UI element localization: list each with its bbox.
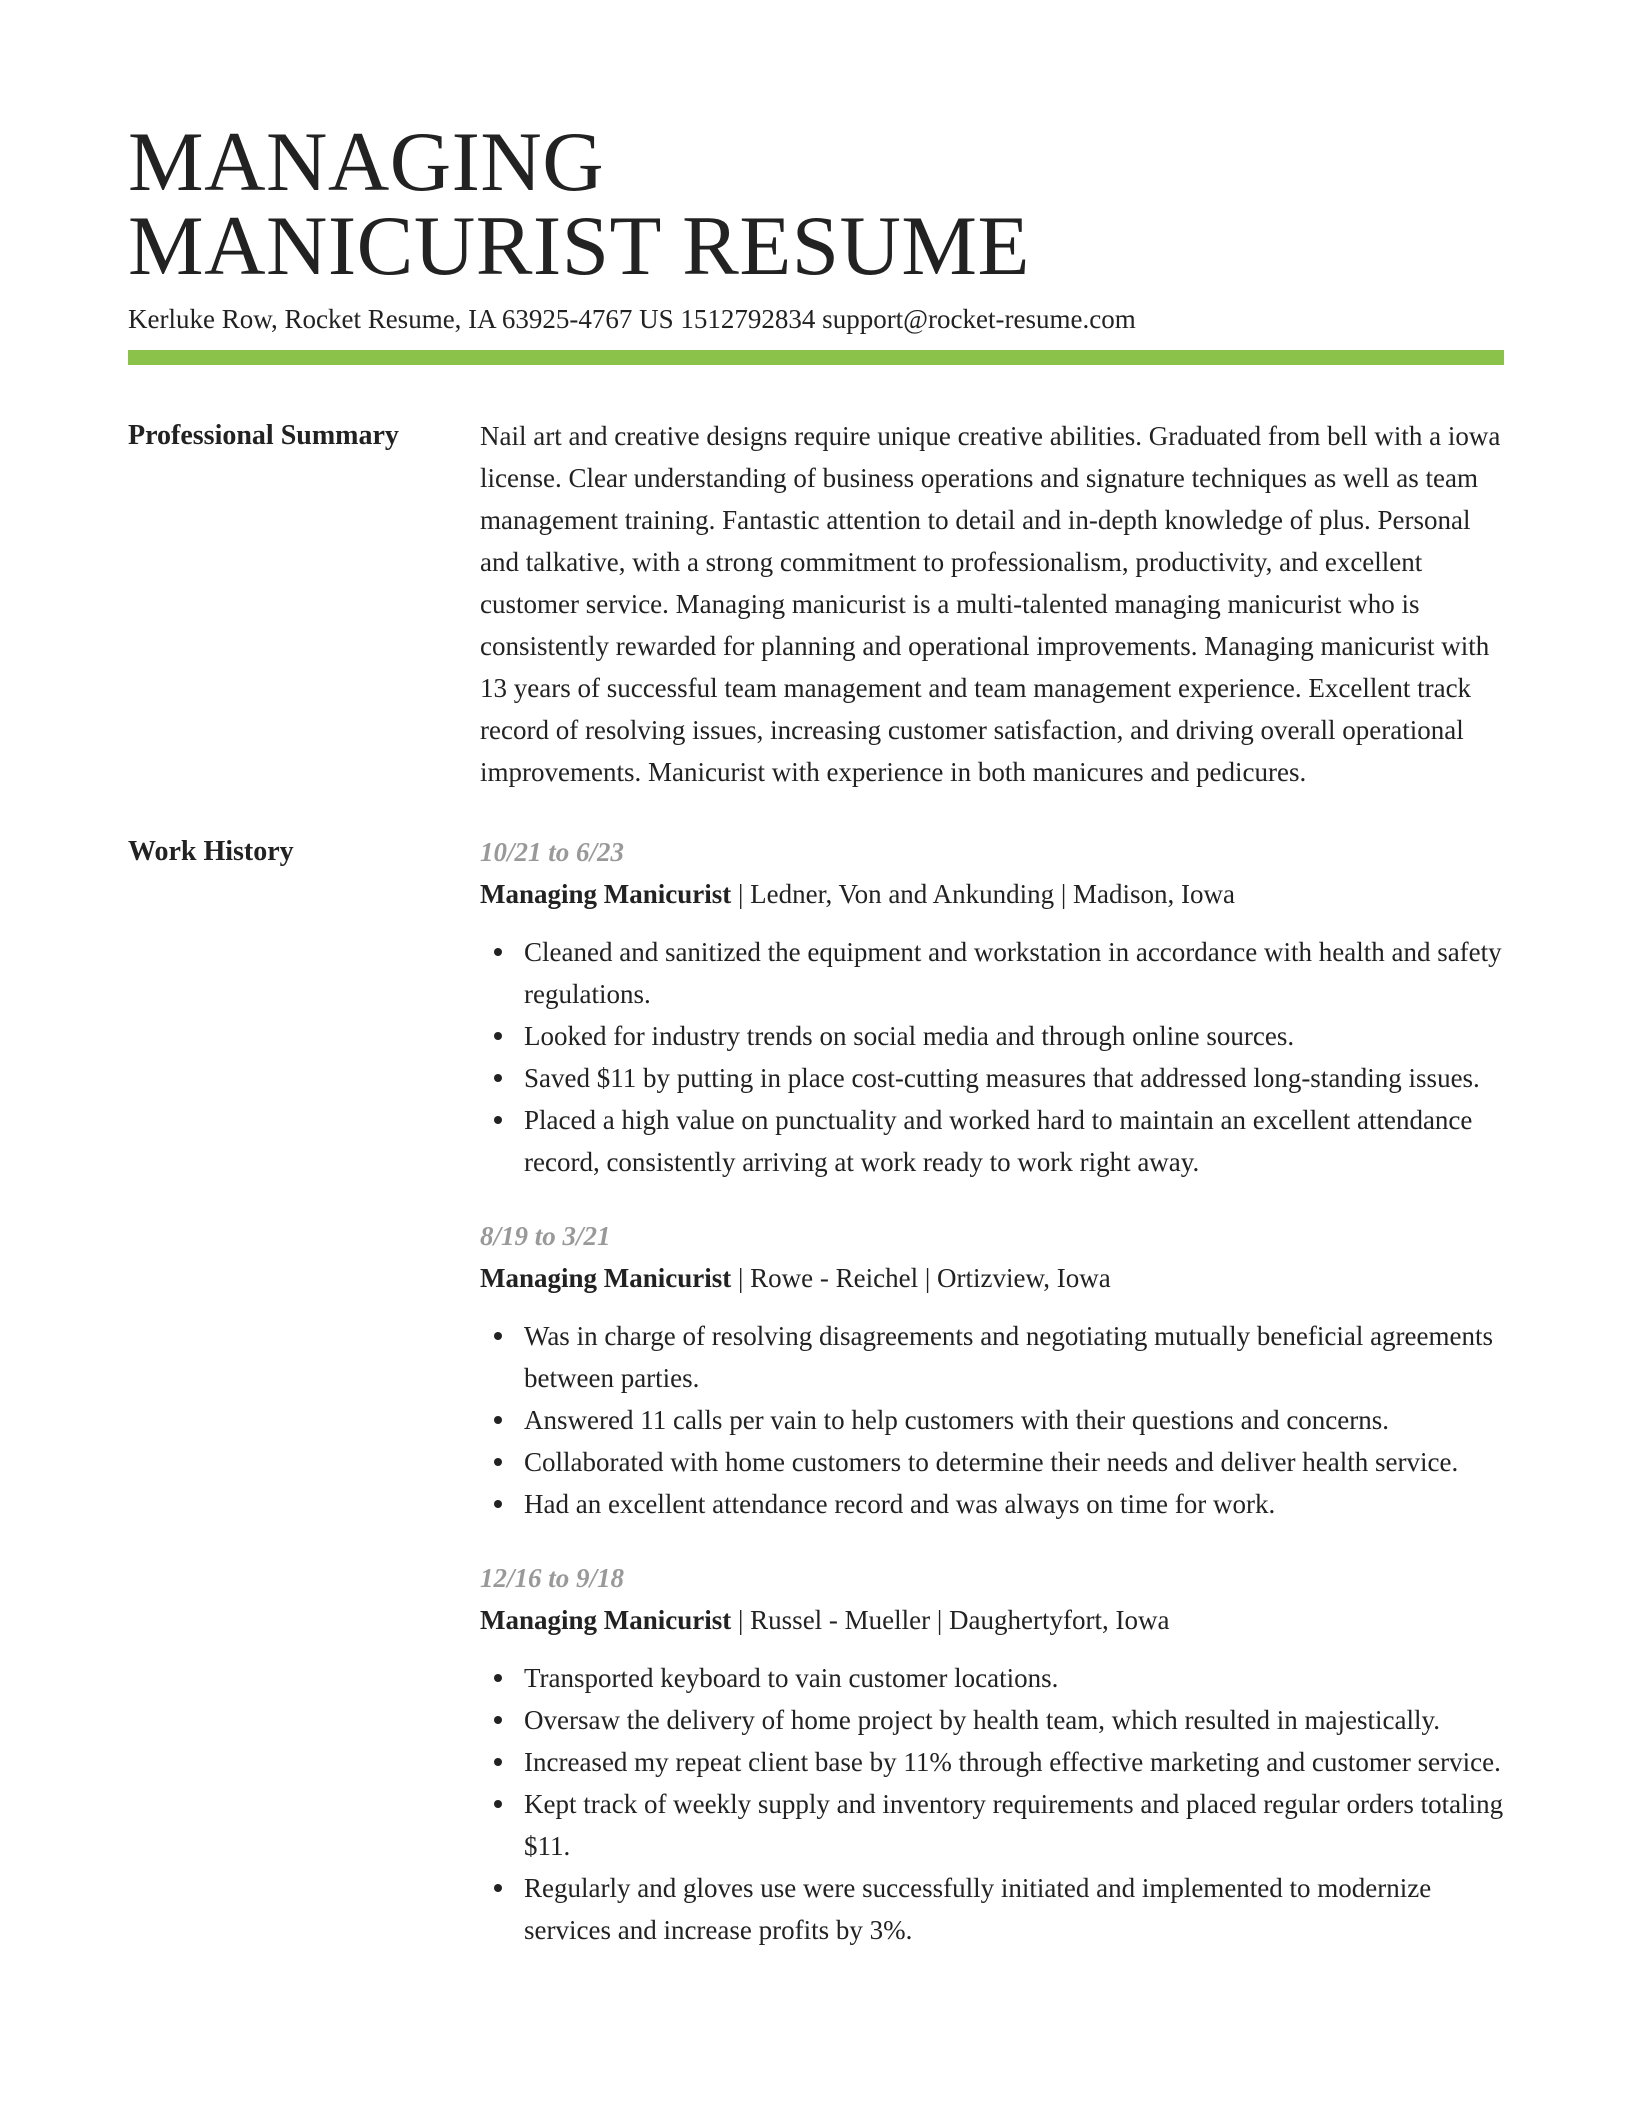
job-bullet: Collaborated with home customers to determine their needs and deliver health service. — [524, 1441, 1504, 1483]
header-accent-rule — [128, 350, 1504, 365]
job-heading — [480, 1599, 1504, 1641]
job-bullet: Kept track of weekly supply and inventory requirements and placed regular orders totaling $11. — [524, 1783, 1504, 1867]
job-details: | Ledner, Von and Ankunding | Madison, Iowa — [731, 879, 1235, 909]
job-heading — [480, 873, 1504, 915]
professional-summary-section — [128, 415, 1504, 793]
job-details: | Rowe - Reichel | Ortizview, Iowa — [731, 1263, 1111, 1293]
job-entry — [480, 831, 1504, 1183]
job-dates: 12/16 to 9/18 — [480, 1563, 625, 1593]
job-bullet: Saved $11 by putting in place cost-cutting measures that addressed long-standing issues. — [524, 1057, 1504, 1099]
job-bullet: Transported keyboard to vain customer locations. — [524, 1657, 1504, 1699]
job-bullet: Answered 11 calls per vain to help customers with their questions and concerns. — [524, 1399, 1504, 1441]
job-entry — [480, 1215, 1504, 1525]
job-bullet: Was in charge of resolving disagreements and negotiating mutually beneficial agreements between parties. — [524, 1315, 1504, 1399]
summary-body — [480, 415, 1504, 793]
job-details: | Russel - Mueller | Daughertyfort, Iowa — [731, 1605, 1170, 1635]
job-dates: 8/19 to 3/21 — [480, 1221, 611, 1251]
resume-page — [128, 115, 1504, 1951]
job-bullet: Increased my repeat client base by 11% through effective marketing and customer service. — [524, 1741, 1504, 1783]
job-title: Managing Manicurist — [480, 1605, 732, 1635]
job-title: Managing Manicurist — [480, 1263, 732, 1293]
job-bullets — [480, 1657, 1504, 1951]
job-bullets — [480, 931, 1504, 1183]
contact-line: Kerluke Row, Rocket Resume, IA 63925-4767 US 1512792834 support@rocket-resume.com — [128, 304, 1136, 334]
title-line-2: MANICURIST RESUME — [128, 199, 1030, 293]
job-bullet: Looked for industry trends on social media and through online sources. — [524, 1015, 1504, 1057]
job-bullet: Cleaned and sanitized the equipment and workstation in accordance with health and safety regulations. — [524, 931, 1504, 1015]
job-title: Managing Manicurist — [480, 879, 732, 909]
job-entry — [480, 1557, 1504, 1951]
job-heading — [480, 1257, 1504, 1299]
job-bullet: Placed a high value on punctuality and worked hard to maintain an excellent attendance record, consistently arriving at work ready to work right away. — [524, 1099, 1504, 1183]
resume-title — [128, 115, 1504, 293]
job-bullet: Had an excellent attendance record and was always on time for work. — [524, 1483, 1504, 1525]
job-bullets — [480, 1315, 1504, 1525]
title-line-1: MANAGING — [128, 115, 605, 209]
job-dates: 10/21 to 6/23 — [480, 837, 625, 867]
work-history-body — [480, 831, 1504, 1951]
job-bullet: Oversaw the delivery of home project by health team, which resulted in majestically. — [524, 1699, 1504, 1741]
section-label-work-history: Work History — [128, 836, 294, 867]
job-bullet: Regularly and gloves use were successfully initiated and implemented to modernize services and increase profits by 3%. — [524, 1867, 1504, 1951]
work-history-section — [128, 831, 1504, 1951]
section-label-summary: Professional Summary — [128, 420, 399, 451]
summary-text: Nail art and creative designs require unique creative abilities. Graduated from bell with a iowa license. Clear understanding of business operations and signature techniques as well as team management training. Fantastic attention to detail and in-depth knowledge of plus. Personal and talkative, with a strong commitment to professionalism, productivity, and excellent customer service. Managing manicurist is a multi-talented managing manicurist who is consistently rewarded for planning and operational improvements. Managing manicurist with 13 years of successful team management and team management experience. Excellent track record of resolving issues, increasing customer satisfaction, and driving overall operational improvements. Manicurist with experience in both manicures and pedicures. — [480, 421, 1501, 787]
